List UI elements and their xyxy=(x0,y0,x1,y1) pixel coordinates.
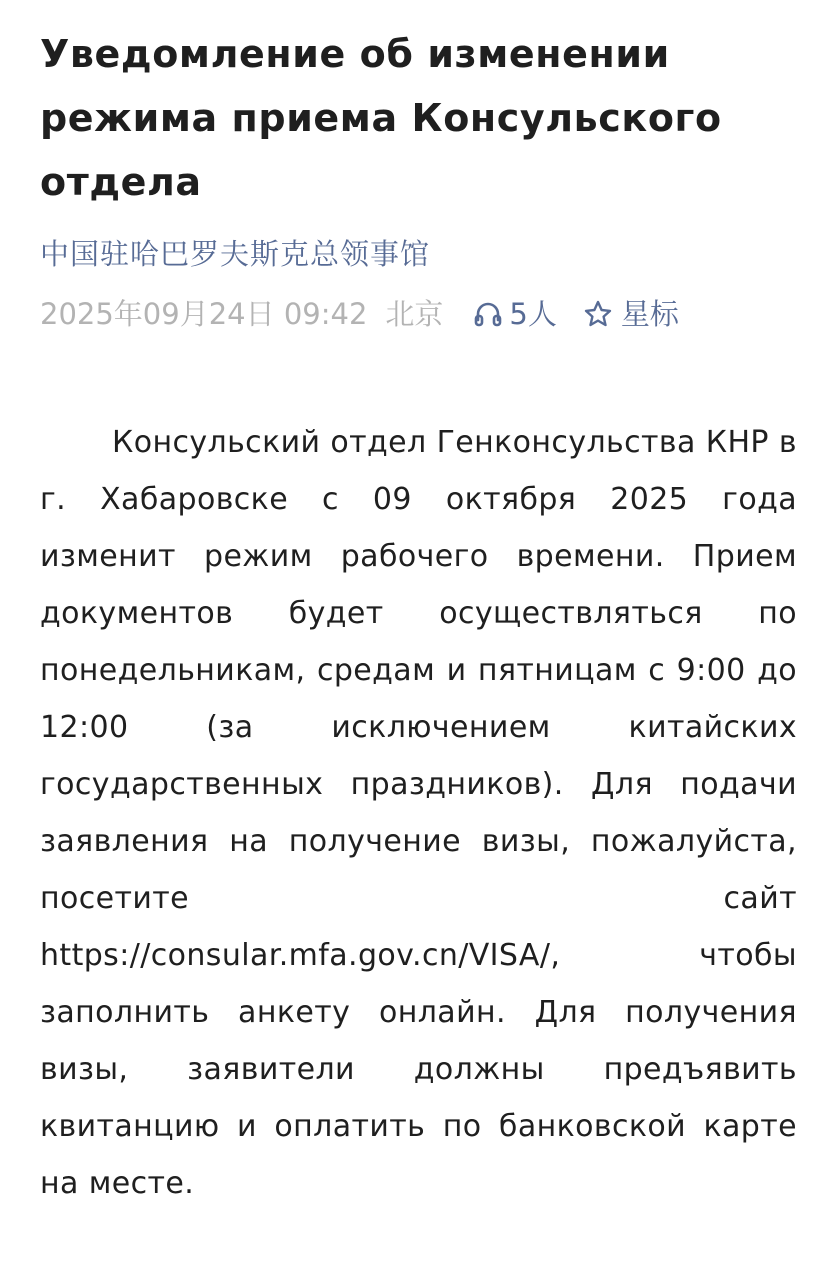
listen-button[interactable] xyxy=(473,294,556,334)
star-button[interactable] xyxy=(583,294,679,334)
publish-date: 2025年09月24日 09:42 xyxy=(40,297,368,331)
star-label: 星标 xyxy=(620,297,679,331)
article-content xyxy=(40,414,797,1212)
article xyxy=(40,22,797,1212)
account-name-link[interactable]: 中国驻哈巴罗夫斯克总领事馆 xyxy=(40,237,431,271)
article-meta xyxy=(40,294,797,334)
star-outline-icon xyxy=(583,299,613,329)
listen-count: 5人 xyxy=(509,297,557,331)
publish-location: 北京 xyxy=(385,297,444,331)
headphones-icon xyxy=(473,300,503,328)
article-paragraph: Консульский отдел Генконсульства КНР в г. Хабаровске с 09 октября 2025 года изменит режим рабочего времени. Прием документов будет осуществляться по понедельникам, средам и пятницам с 9:00 до 12:00 (за исключением китайских государственных праздников). Для подачи заявления на получение визы, пожалуйста, посетите сайт https://consular.mfa.gov.cn/VISA/, чтобы заполнить анкету онлайн. Для получения визы, заявители должны предъявить квитанцию и оплатить по банковской карте на месте. xyxy=(40,425,797,1201)
article-title: Уведомление об изменении режима приема Консульского отдела xyxy=(40,32,722,204)
